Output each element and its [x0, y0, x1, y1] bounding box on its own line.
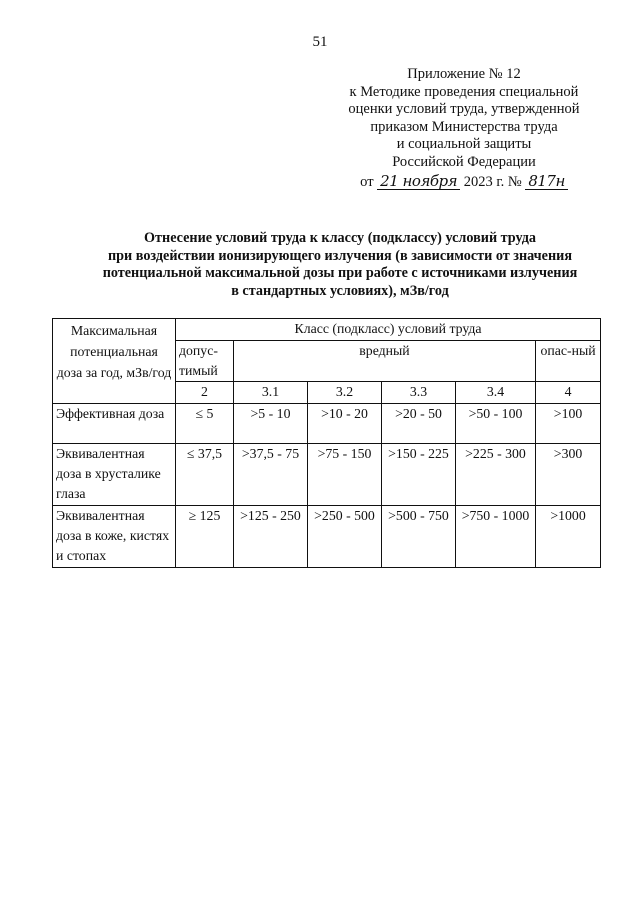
- dangerous-header: опас-ный: [536, 341, 601, 382]
- table-cell: >125 - 250: [234, 506, 308, 568]
- title-line: потенциальной максимальной дозы при работе с источниками излучения: [102, 265, 578, 281]
- table-cell: >225 - 300: [456, 444, 536, 506]
- table-cell: >75 - 150: [308, 444, 382, 506]
- appendix-line: Приложение № 12: [407, 66, 521, 82]
- table-cell: ≤ 37,5: [176, 444, 234, 506]
- appendix-header: [328, 66, 600, 191]
- class-number: 3.2: [308, 382, 382, 404]
- table-row: [53, 404, 601, 444]
- table-cell: ≤ 5: [176, 404, 234, 444]
- date-prefix: от: [360, 173, 374, 190]
- table-cell: >300: [536, 444, 601, 506]
- table-cell: >20 - 50: [382, 404, 456, 444]
- title-line: в стандартных условиях), мЗв/год: [231, 282, 449, 299]
- harmful-header: вредный: [234, 341, 536, 382]
- table-cell: >1000: [536, 506, 601, 568]
- table-cell: >250 - 500: [308, 506, 382, 568]
- date-year: 2023 г. №: [463, 173, 522, 190]
- title-line: Отнесение условий труда к классу (подклассу) условий труда: [144, 230, 536, 246]
- class-number: 3.3: [382, 382, 456, 404]
- appendix-line: оценки условий труда, утвержденной: [348, 101, 580, 118]
- table-cell: >150 - 225: [382, 444, 456, 506]
- row-label: Эквивалентная доза в хрусталике глаза: [53, 444, 176, 506]
- class-number: 4: [536, 382, 601, 404]
- table-cell: >500 - 750: [382, 506, 456, 568]
- class-number: 3.4: [456, 382, 536, 404]
- page-number: 51: [312, 34, 328, 50]
- table-cell: >37,5 - 75: [234, 444, 308, 506]
- class-header: Класс (подкласс) условий труда: [176, 319, 601, 341]
- table-cell: >50 - 100: [456, 404, 536, 444]
- table-cell: >750 - 1000: [456, 506, 536, 568]
- row-label-header: Максимальная потенциальная доза за год, мЗв/год: [53, 319, 176, 404]
- class-number: 3.1: [234, 382, 308, 404]
- appendix-line: и социальной защиты: [396, 136, 532, 153]
- table-cell: ≥ 125: [176, 506, 234, 568]
- table-row: [53, 444, 601, 506]
- appendix-line: к Методике проведения специальной: [349, 83, 579, 100]
- table-row: [53, 506, 601, 568]
- table-cell: >100: [536, 404, 601, 444]
- permissible-header: допус-тимый: [176, 341, 234, 382]
- row-label: Эквивалентная доза в коже, кистях и стопах: [53, 506, 176, 568]
- table-cell: >10 - 20: [308, 404, 382, 444]
- row-label: Эффективная доза: [53, 404, 176, 444]
- table-cell: >5 - 10: [234, 404, 308, 444]
- title-line: при воздействии ионизирующего излучения (в зависимости от значения: [107, 247, 573, 264]
- handwritten-date: 21 ноября: [377, 173, 460, 190]
- class-number: 2: [176, 382, 234, 404]
- appendix-line: Российской Федерации: [392, 153, 536, 170]
- appendix-line: приказом Министерства труда: [370, 118, 558, 135]
- dose-class-table: [52, 318, 601, 568]
- order-date-line: [328, 173, 600, 192]
- handwritten-number: 817н: [525, 173, 568, 190]
- document-title: [40, 230, 640, 300]
